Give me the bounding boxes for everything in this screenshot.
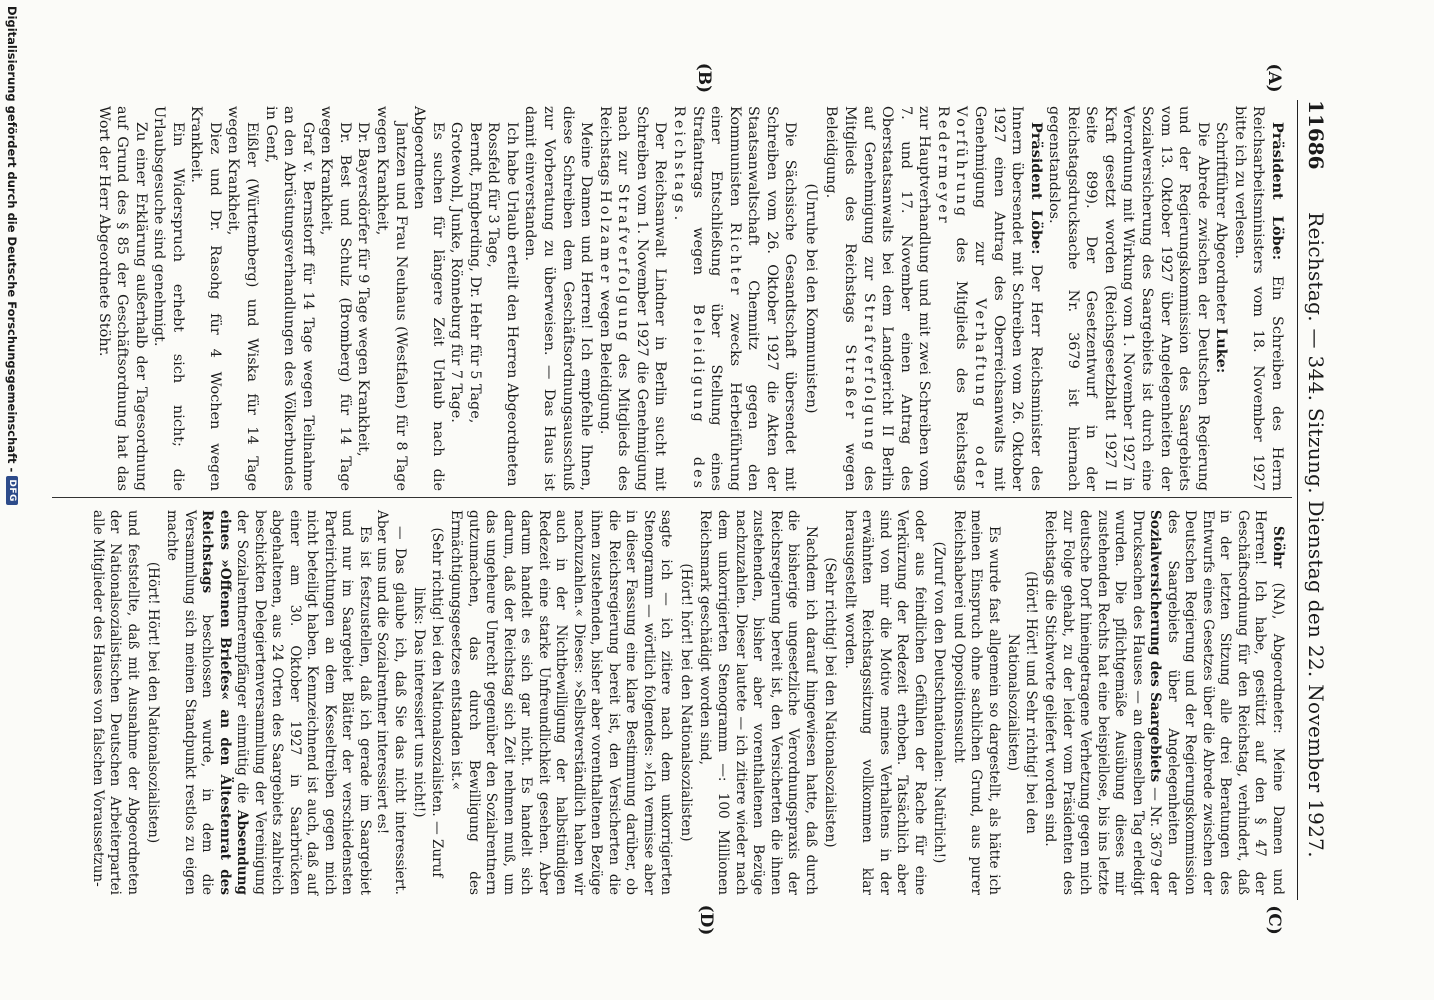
speaker-name: Präsident Löbe: [1027, 122, 1045, 255]
spaced-text: Strafverfolgung [860, 292, 877, 454]
paragraph: Meine Damen und Herren! Ich empfehle Ihnen, diese Schreiben dem Geschäftsordnungsausschuß zur Vorberatung zu überweisen. — Das Haus ist damit einverstanden. [522, 106, 595, 491]
spaced-text: Richter [726, 222, 743, 298]
spaced-text: Verhaftung oder Vorführung [953, 106, 988, 491]
right-column [88, 510, 1286, 895]
speaker-role: Schriftführer Abgeordneter [1213, 122, 1230, 329]
paragraph: Die Abrede zwischen der Deutschen Regierung und der Regierungskommission des Saargebiets vom 13. Oktober 1927 über Angelegenheiten der Sozialversicherung des Saargebiets ist durch eine Verordnung mit Wirkung vom 1. November 1927 in Kraft gesetzt worden (Reichsgesetzblatt 1927 II Seite 899). Der Gesetzentwurf in der Reichstagsdrucksache Nr. 3679 ist hiernach gegenstandslos. [1046, 106, 1211, 491]
speaker-name: Luke: [1213, 328, 1231, 374]
paragraph: Ein Widerspruch erhebt sich nicht; die Urlaubsgesuche sind genehmigt. [151, 106, 186, 491]
interjection: (Zuruf von den Deutschnationalen: Natürlich!) [931, 541, 948, 864]
page-number: 11686 [1304, 100, 1328, 170]
interjection: (Sehr richtig! bei den Nationalsozialisten. — Zuruf links: Das interessiert uns nicht!) [411, 527, 445, 878]
paragraph: oder aus feindlichen Gefühlen der Rache für eine Verkürzung der Redezeit erhoben. Tatsächlich aber sind von mir die Motive meines Verhaltens in der erwähnten Reichstagssitzung vollkommen klar herausgestellt worden. [841, 510, 928, 895]
paragraph-text: des Mitglieds des Reichstags [842, 106, 877, 491]
paragraph [1212, 106, 1231, 491]
paragraph: Es suchen für längere Zeit Urlaub nach die Abgeordneten [411, 106, 446, 491]
interjection: (Hört! Hört! bei den Nationalsozialisten) [144, 561, 161, 844]
paragraph-text: des Mitglieds des Reichstags [596, 106, 632, 491]
paragraph-text: Der Reichsanwalt Lindner in Berlin sucht mit Schreiben vom 1. November 1927 die Genehmigung nach zur [615, 106, 669, 491]
interjection: (Unruhe bei den Kommunisten) [802, 183, 819, 414]
paragraph-text: wegen Beleidigung. [823, 106, 859, 491]
leave-entry: Graf v. Bernstorff für 14 Tage wegen Teilnahme an den Abrüstungsverhandlungen des Völkerbundes in Genf, [262, 106, 316, 491]
paragraph-text: Es ist festzustellen, daß ich gerade im Saargebiet und nur im Saargebiet Blätter der verschiedensten Parteirichtungen an dem Kesseltreiben gegen mich nicht beteiligt haben. Kennzeichnend ist auch, daß auf einer am 30. Oktober 1927 in Saarbrücken abgehaltenen, aus 24 Orten des Saargebiets zahlreich beschickten Delegiertenversammlung der Vereinigung der Sozialrentnerempfänger einmütig die [234, 510, 373, 895]
speaker-name: Stöhr [1270, 526, 1286, 569]
spaced-text: Strafverfolgung [615, 183, 632, 345]
column-separator [52, 497, 1292, 498]
paragraph-text: des Mitglieds des Reichstags [953, 219, 970, 491]
paragraph: — Das glaube ich, daß Sie das nicht interessiert. Aber uns und die Sozialrentner interessiert es! [374, 510, 408, 895]
paragraph [163, 510, 373, 895]
speaker-name: Präsident Löbe: [1269, 122, 1286, 261]
paragraph: sagte ich — ich zitiere nach dem unkorrigierten Stenogramm — wörtlich folgendes: »Ich vermisse aber in dieser Fassung eine klare Bestimmung darüber, ob die Reichsregierung bereit ist, den Versicherten die ihnen zustehenden, bisher aber vorenthaltenen Bezüge nachzuzahlen.« Dieses: »Selbstverständlich haben wir auch in der Nichtbewilligung der halbstündigen Redezeit eine starke Unfreundlichkeit gesehen. Aber darum handelt es sich gar nicht. Es handelt sich darum, daß der Reichstag sich Zeit nehmen muß, um das ungeheure Unrecht gegenüber den Sozialrentnern gutzumachen, das durch Bewilligung des Ermächtigungsgesetzes entstanden ist.« [448, 510, 675, 895]
bold-text: Absendung eines »Offenen Briefes« an den Ältestenrat des Reichstags [199, 510, 251, 895]
paragraph [933, 106, 1044, 491]
paragraph [822, 106, 933, 491]
page-header [1300, 100, 1332, 900]
interjection: (Sehr richtig! bei den Nationalsozialisten) [822, 557, 839, 848]
paragraph-text: zur Hauptverhandlung und mit zwei Schreiben vom 7. und 17. November einen Antrag des Oberstaatsanwalts bei dem Landgericht II Berlin auf Genehmigung zur [860, 106, 933, 491]
spaced-text: Redermeyer [934, 106, 951, 226]
spaced-text: Straßer [842, 344, 859, 422]
leave-entry: Grotewohl, Junke, Rönneburg für 7 Tage. [448, 122, 465, 423]
paragraph-text: Die Sächsische Gesandtschaft übersendet mit Schreiben vom 26. Oktober 1927 die Akten der Staatsanwaltschaft Chemnitz gegen den Kommunisten [726, 106, 799, 491]
paragraph [1230, 106, 1286, 491]
margin-marker-a: (A) [1264, 63, 1284, 93]
leave-entry: Dr. Best und Schulz (Bromberg) für 14 Tage wegen Krankheit, [318, 106, 353, 491]
leave-entry: Berndt, Engberding, Dr. Hehr für 5 Tage, [466, 122, 483, 424]
margin-marker-c: (C) [1264, 905, 1284, 935]
page-title: Reichstag. — 344. Sitzung. Dienstag den 22. November 1927. [1304, 212, 1328, 858]
paragraph-text: wegen Beleidigung. [596, 285, 613, 435]
spaced-text: Beleidigung des Reichstags. [671, 106, 706, 492]
paragraph: und feststellte, daß mit Ausnahme der Abgeordneten der Nationalsozialistischen Deutschen Arbeiterpartei alle Mitglieder des Hauses von falschen Voraussetzun- [89, 510, 141, 895]
footer-text: Digitalisierung gefördert durch die Deutsche Forschungsgemeinschaft - [5, 6, 19, 473]
margin-marker-b: (B) [694, 62, 714, 94]
paragraph: Ich habe Urlaub erteilt den Herren Abgeordneten [503, 122, 520, 487]
digitization-footer [0, 0, 24, 1000]
spaced-text: Holzamer [596, 190, 613, 286]
paragraph: Es wurde fast allgemein so dargestellt, als hätte ich meinen Einspruch ohne sachlichen Grund, aus purer Reichshaberei und Oppositionssucht [950, 510, 1002, 895]
margin-marker-d: (D) [696, 904, 716, 936]
leave-entry: Eißler (Württemberg) und Wiska für 14 Tage wegen Krankheit, [225, 106, 261, 491]
left-column [94, 106, 1286, 491]
paragraph-text: beschlossen wurde, in dem die Versammlung sich meinen Standpunkt restlos zu eigen machte [164, 510, 216, 895]
paragraph [595, 106, 669, 491]
leave-entry: Diez und Dr. Rasohg für 4 Wochen wegen Krankheit. [188, 106, 223, 491]
paragraph [1041, 510, 1286, 895]
paragraph: Nachdem ich darauf hingewiesen hatte, daß durch die bisherige ungesetzliche Verordnungspraxis der Reichsregierung bereit ist, den Versicherten die ihnen zustehenden, bisher aber vorenthaltenen Bezüge nachzuzahlen. Dieser lautete — ich zitiere wieder nach dem unkorrigierten Stenogramm —: 100 Millionen Reichsmark geschädigt worden sind, [697, 510, 819, 895]
paragraph [669, 106, 799, 491]
paragraph-text: zwecks Herbeiführung einer Entschließung über Stellung eines Strafantrags wegen [689, 106, 743, 491]
paragraph-text: Ein Schreiben des Herrn Reichsarbeitsministers vom 18. November 1927 bitte ich zu verlesen. [1231, 106, 1285, 491]
dfg-logo: DFG [6, 476, 18, 505]
interjection: (Hört! Hört! und Sehr richtig! bei den Nationalsozialisten) [1005, 571, 1039, 834]
paragraph-text: (NA), Abgeordneter: Meine Damen und Herren! Ich habe, gestützt auf den § 47 der Geschäftsordnung für den Reichstag, verhindert, daß in der letzten Sitzung alle drei Beratungen des Entwurfs eines Gesetzes über die Abrede zwischen der Deutschen Regierung und der Regierungskommission des Saargebiets über Angelegenheiten der [1164, 510, 1286, 895]
header-rule [1297, 100, 1298, 900]
interjection: (Hört! hört! bei den Nationalsozialisten) [677, 563, 694, 842]
paragraph-text: Der Herr Reichsminister des Innern übersendet mit Schreiben vom 26. Oktober 1927 einen Antrag des Oberreichsanwalts mit Genehmigung zur [972, 106, 1044, 491]
paragraph-text: — Nr. 3679 der Drucksachen des Hauses — an demselben Tag erledigt wurden. Die pflichtgemäße Ausübung dieses mir zustehenden Rechts hat eine beispiellose, bis ins letzte deutsche Dorf hineingetragene Verhetzung gegen mich zur Folge gehabt, zu der leider vom Präsidenten des Reichstags die Stichworte geliefert worden sind. [1042, 510, 1164, 896]
leave-entry: Rossfeld für 3 Tage, [485, 122, 502, 268]
leave-entry: Jantzen und Frau Neuhaus (Westfalen) für 8 Tage wegen Krankheit, [374, 106, 409, 491]
paragraph: Zu einer Erklärung außerhalb der Tagesordnung auf Grund des § 85 der Geschäftsordnung hat das Wort der Herr Abgeordnete Stöhr. [95, 106, 149, 491]
bold-text: Sozialversicherung des Saargebiets [1147, 510, 1164, 783]
leave-entry: Dr. Bayersdörfer für 9 Tage wegen Krankheit, [355, 122, 372, 457]
